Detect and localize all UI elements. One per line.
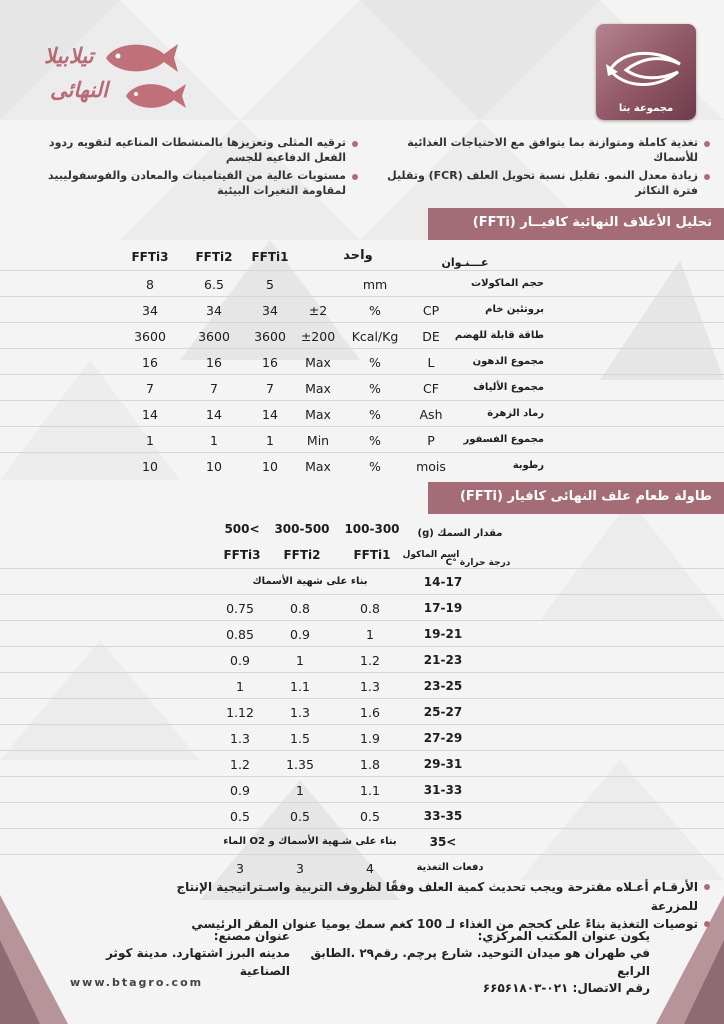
logo-text: مجموعة بتا (618, 103, 674, 114)
website-link[interactable]: www.btagro.com (70, 976, 204, 989)
cell-value: 6.5 (204, 277, 224, 292)
feeding-row (0, 854, 724, 880)
feeding-row (0, 646, 724, 672)
cell-temperature: 35< (429, 835, 457, 849)
cell-limit: Min (306, 433, 330, 448)
cell-value: 14 (206, 407, 222, 422)
cell-value: 1 (210, 433, 218, 448)
analysis-section-title: تحليل الأعلاف النهائية كافيــار (FFTi) (428, 208, 724, 240)
cell-value: 0.5 (230, 809, 250, 824)
office-phone: رقم الاتصال: ۰۲۱-۶۶۵۶۱۸۰۳ (482, 981, 650, 996)
cell-value: 1.3 (290, 705, 310, 720)
cell-value: 1 (296, 653, 304, 668)
analysis-row (0, 322, 724, 348)
header-product: FFTi1 (353, 548, 391, 562)
cell-label: مجموع الفسفور (463, 434, 544, 445)
cell-value: 14 (142, 407, 158, 422)
header-product: FFTi3 (223, 548, 261, 562)
cell-limit: ±200 (300, 329, 336, 344)
cell-value: 3600 (198, 329, 230, 344)
cell-code: P (427, 433, 435, 448)
cell-value: 10 (262, 459, 278, 474)
cell-value: 1.3 (360, 679, 380, 694)
feeding-row (0, 594, 724, 620)
cell-value: 0.8 (290, 601, 310, 616)
cell-value: 7 (146, 381, 154, 396)
feeding-row (0, 724, 724, 750)
analysis-header-row (0, 244, 724, 270)
header-weight: مقدار السمك (g) (417, 528, 503, 539)
cell-value: 8 (146, 277, 154, 292)
feeding-header-row (0, 516, 724, 568)
feeding-table (0, 516, 724, 876)
cell-label: رطوبة (512, 460, 544, 471)
cell-span: بناء على شهية الأسماك (252, 576, 368, 587)
cell-value: 0.8 (360, 601, 380, 616)
cell-value: 7 (210, 381, 218, 396)
cell-value: 1.1 (290, 679, 310, 694)
analysis-row (0, 426, 724, 452)
feeding-row (0, 620, 724, 646)
cell-value: 1.1 (360, 783, 380, 798)
cell-value: 0.9 (230, 653, 250, 668)
cell-label: بروتئين خام (485, 304, 544, 315)
title-line1: تيلابيلا (44, 44, 94, 68)
cell-value: 1.35 (286, 757, 314, 772)
cell-label: رماد الزهرة (487, 408, 544, 419)
cell-value: 7 (266, 381, 274, 396)
cell-code: Ash (419, 407, 443, 422)
cell-code: CP (422, 303, 440, 318)
fish-logo-icon (604, 42, 688, 96)
header-product: FFTi2 (195, 250, 233, 264)
cell-temperature: 19-21 (423, 627, 463, 641)
cell-temperature: 17-19 (423, 601, 463, 615)
cell-value: 1 (236, 679, 244, 694)
fish-icon (102, 38, 180, 76)
header-range: 500< (224, 522, 260, 536)
feeding-row (0, 828, 724, 854)
cell-value: 1.2 (360, 653, 380, 668)
cell-unit: Kcal/Kg (351, 329, 399, 344)
note-item: الأرقـام أعـلاه مقترحة ويجب تحديث كمية العلف وفقًا لظروف التربية واسـتراتيجية الإنتاج للمزرعة (170, 878, 710, 915)
cell-value: 1 (296, 783, 304, 798)
brand-logo (596, 24, 696, 120)
analysis-row (0, 270, 724, 296)
cell-value: 1.12 (226, 705, 254, 720)
cell-value: 3600 (254, 329, 286, 344)
cell-value: 1.6 (360, 705, 380, 720)
feature-item: تغذية كاملة ومتوازنة بما يتوافق مع الاحتياجات الغذائية للأسماك (366, 136, 710, 166)
feeding-row (0, 568, 724, 594)
cell-value: 1.9 (360, 731, 380, 746)
office-address (300, 928, 650, 998)
header-temperature: درجة حرارة °C (445, 558, 511, 568)
cell-value: 1.2 (230, 757, 250, 772)
cell-code: CF (423, 381, 439, 396)
cell-value: 16 (142, 355, 158, 370)
cell-value: 1.8 (360, 757, 380, 772)
feature-item: مستويات عالية من الفيتامينات والمعادن والفوسفوليبيد لمقاومة التغيرات البيئية (14, 169, 358, 199)
cell-value: 5 (266, 277, 274, 292)
cell-value: 4 (366, 861, 374, 876)
note-item: توصيات التغذية بناءً على كحجم من الغذاء لـ 100 كغم سمك يوميا عنوان المقر الرئيسي (170, 915, 710, 934)
cell-temperature: 23-25 (423, 679, 463, 693)
cell-code: DE (422, 329, 440, 344)
cell-value: 1 (366, 627, 374, 642)
cell-value: 1.3 (230, 731, 250, 746)
cell-temperature: 14-17 (423, 575, 463, 589)
cell-span: بناء على شـهية الأسماك و O2 الماء (223, 836, 397, 847)
header-product: FFTi2 (283, 548, 321, 562)
cell-temperature: 31-33 (423, 783, 463, 797)
cell-unit: % (369, 459, 381, 474)
cell-value: 34 (142, 303, 158, 318)
office-line: في طهران هو ميدان التوحيد. شارع پرچم. رقم۲۹ .الطابق الرابع (310, 946, 650, 978)
features-left (14, 136, 358, 201)
cell-label: مجموع الألياف (473, 382, 544, 393)
header-range: 100-300 (344, 522, 400, 536)
feeding-row (0, 750, 724, 776)
feeding-row (0, 672, 724, 698)
cell-value: 3600 (134, 329, 166, 344)
header-feed-name: اسم الماكول (402, 550, 460, 560)
header-title: عـــنـوان (441, 256, 489, 269)
header-product: FFTi1 (251, 250, 289, 264)
cell-unit: % (369, 407, 381, 422)
cell-limit: ±2 (308, 303, 328, 318)
feeding-section-title: طاولة طعام علف النهائى كافيار (FFTi) (428, 482, 724, 514)
cell-value: 34 (206, 303, 222, 318)
cell-value: 1 (146, 433, 154, 448)
cell-value: 1 (266, 433, 274, 448)
cell-value: 0.5 (290, 809, 310, 824)
header-product: FFTi3 (131, 250, 169, 264)
header-unit: واحد (343, 248, 373, 263)
factory-heading: عنوان مصنع: (213, 929, 290, 943)
factory-address (60, 928, 290, 980)
notes-list (170, 878, 710, 934)
cell-limit: Max (305, 355, 331, 370)
analysis-row (0, 374, 724, 400)
cell-limit: Max (305, 407, 331, 422)
features-right (366, 136, 710, 201)
cell-value: 14 (262, 407, 278, 422)
cell-temperature: 27-29 (423, 731, 463, 745)
feature-item: ترقيه المثلى وتعزيزها بالمنشطات المناعيه لتقويه ردود الفعل الدفاعيه للجسم (14, 136, 358, 166)
cell-unit: % (369, 381, 381, 396)
feeding-row (0, 802, 724, 828)
header-range: 300-500 (274, 522, 330, 536)
cell-value: 0.9 (290, 627, 310, 642)
factory-line: مدينه البرز اشتهارد. مدينة كوثر الصناعية (105, 946, 290, 978)
cell-limit: Max (305, 381, 331, 396)
analysis-row (0, 400, 724, 426)
office-heading: يكون عنوان المكتب المركزي: (477, 929, 650, 943)
product-title (10, 38, 200, 118)
cell-label: حجم الماكولات (471, 278, 544, 289)
cell-temperature: 21-23 (423, 653, 463, 667)
cell-unit: % (369, 355, 381, 370)
cell-value: 16 (262, 355, 278, 370)
cell-code: L (427, 355, 435, 370)
cell-limit: Max (305, 459, 331, 474)
cell-value: 0.75 (226, 601, 254, 616)
feeding-row (0, 698, 724, 724)
title-line2: النهائى (50, 78, 108, 102)
feeding-row (0, 776, 724, 802)
cell-value: 10 (206, 459, 222, 474)
cell-value: 1.5 (290, 731, 310, 746)
cell-value: 34 (262, 303, 278, 318)
cell-unit: % (369, 303, 381, 318)
fish-icon-small (122, 78, 188, 112)
cell-temperature: 33-35 (423, 809, 463, 823)
cell-temperature: 29-31 (423, 757, 463, 771)
cell-temperature: دفعات التغذية (416, 862, 484, 873)
cell-value: 0.85 (226, 627, 254, 642)
cell-value: 10 (142, 459, 158, 474)
cell-unit: mm (362, 277, 388, 292)
cell-value: 3 (296, 861, 304, 876)
analysis-row (0, 348, 724, 374)
feature-item: زيادة معدل النمو. تقليل نسبة تحويل العلف (FCR) وتقليل فترة التكاثر (366, 169, 710, 199)
cell-value: 3 (236, 861, 244, 876)
cell-value: 16 (206, 355, 222, 370)
cell-label: مجموع الدهون (472, 356, 544, 367)
cell-label: طاقة قابلة للهضم (454, 330, 544, 341)
cell-value: 0.9 (230, 783, 250, 798)
analysis-table (0, 244, 724, 480)
cell-code: mois (416, 459, 446, 474)
analysis-row (0, 296, 724, 322)
cell-value: 0.5 (360, 809, 380, 824)
analysis-row (0, 452, 724, 478)
cell-temperature: 25-27 (423, 705, 463, 719)
cell-unit: % (369, 433, 381, 448)
